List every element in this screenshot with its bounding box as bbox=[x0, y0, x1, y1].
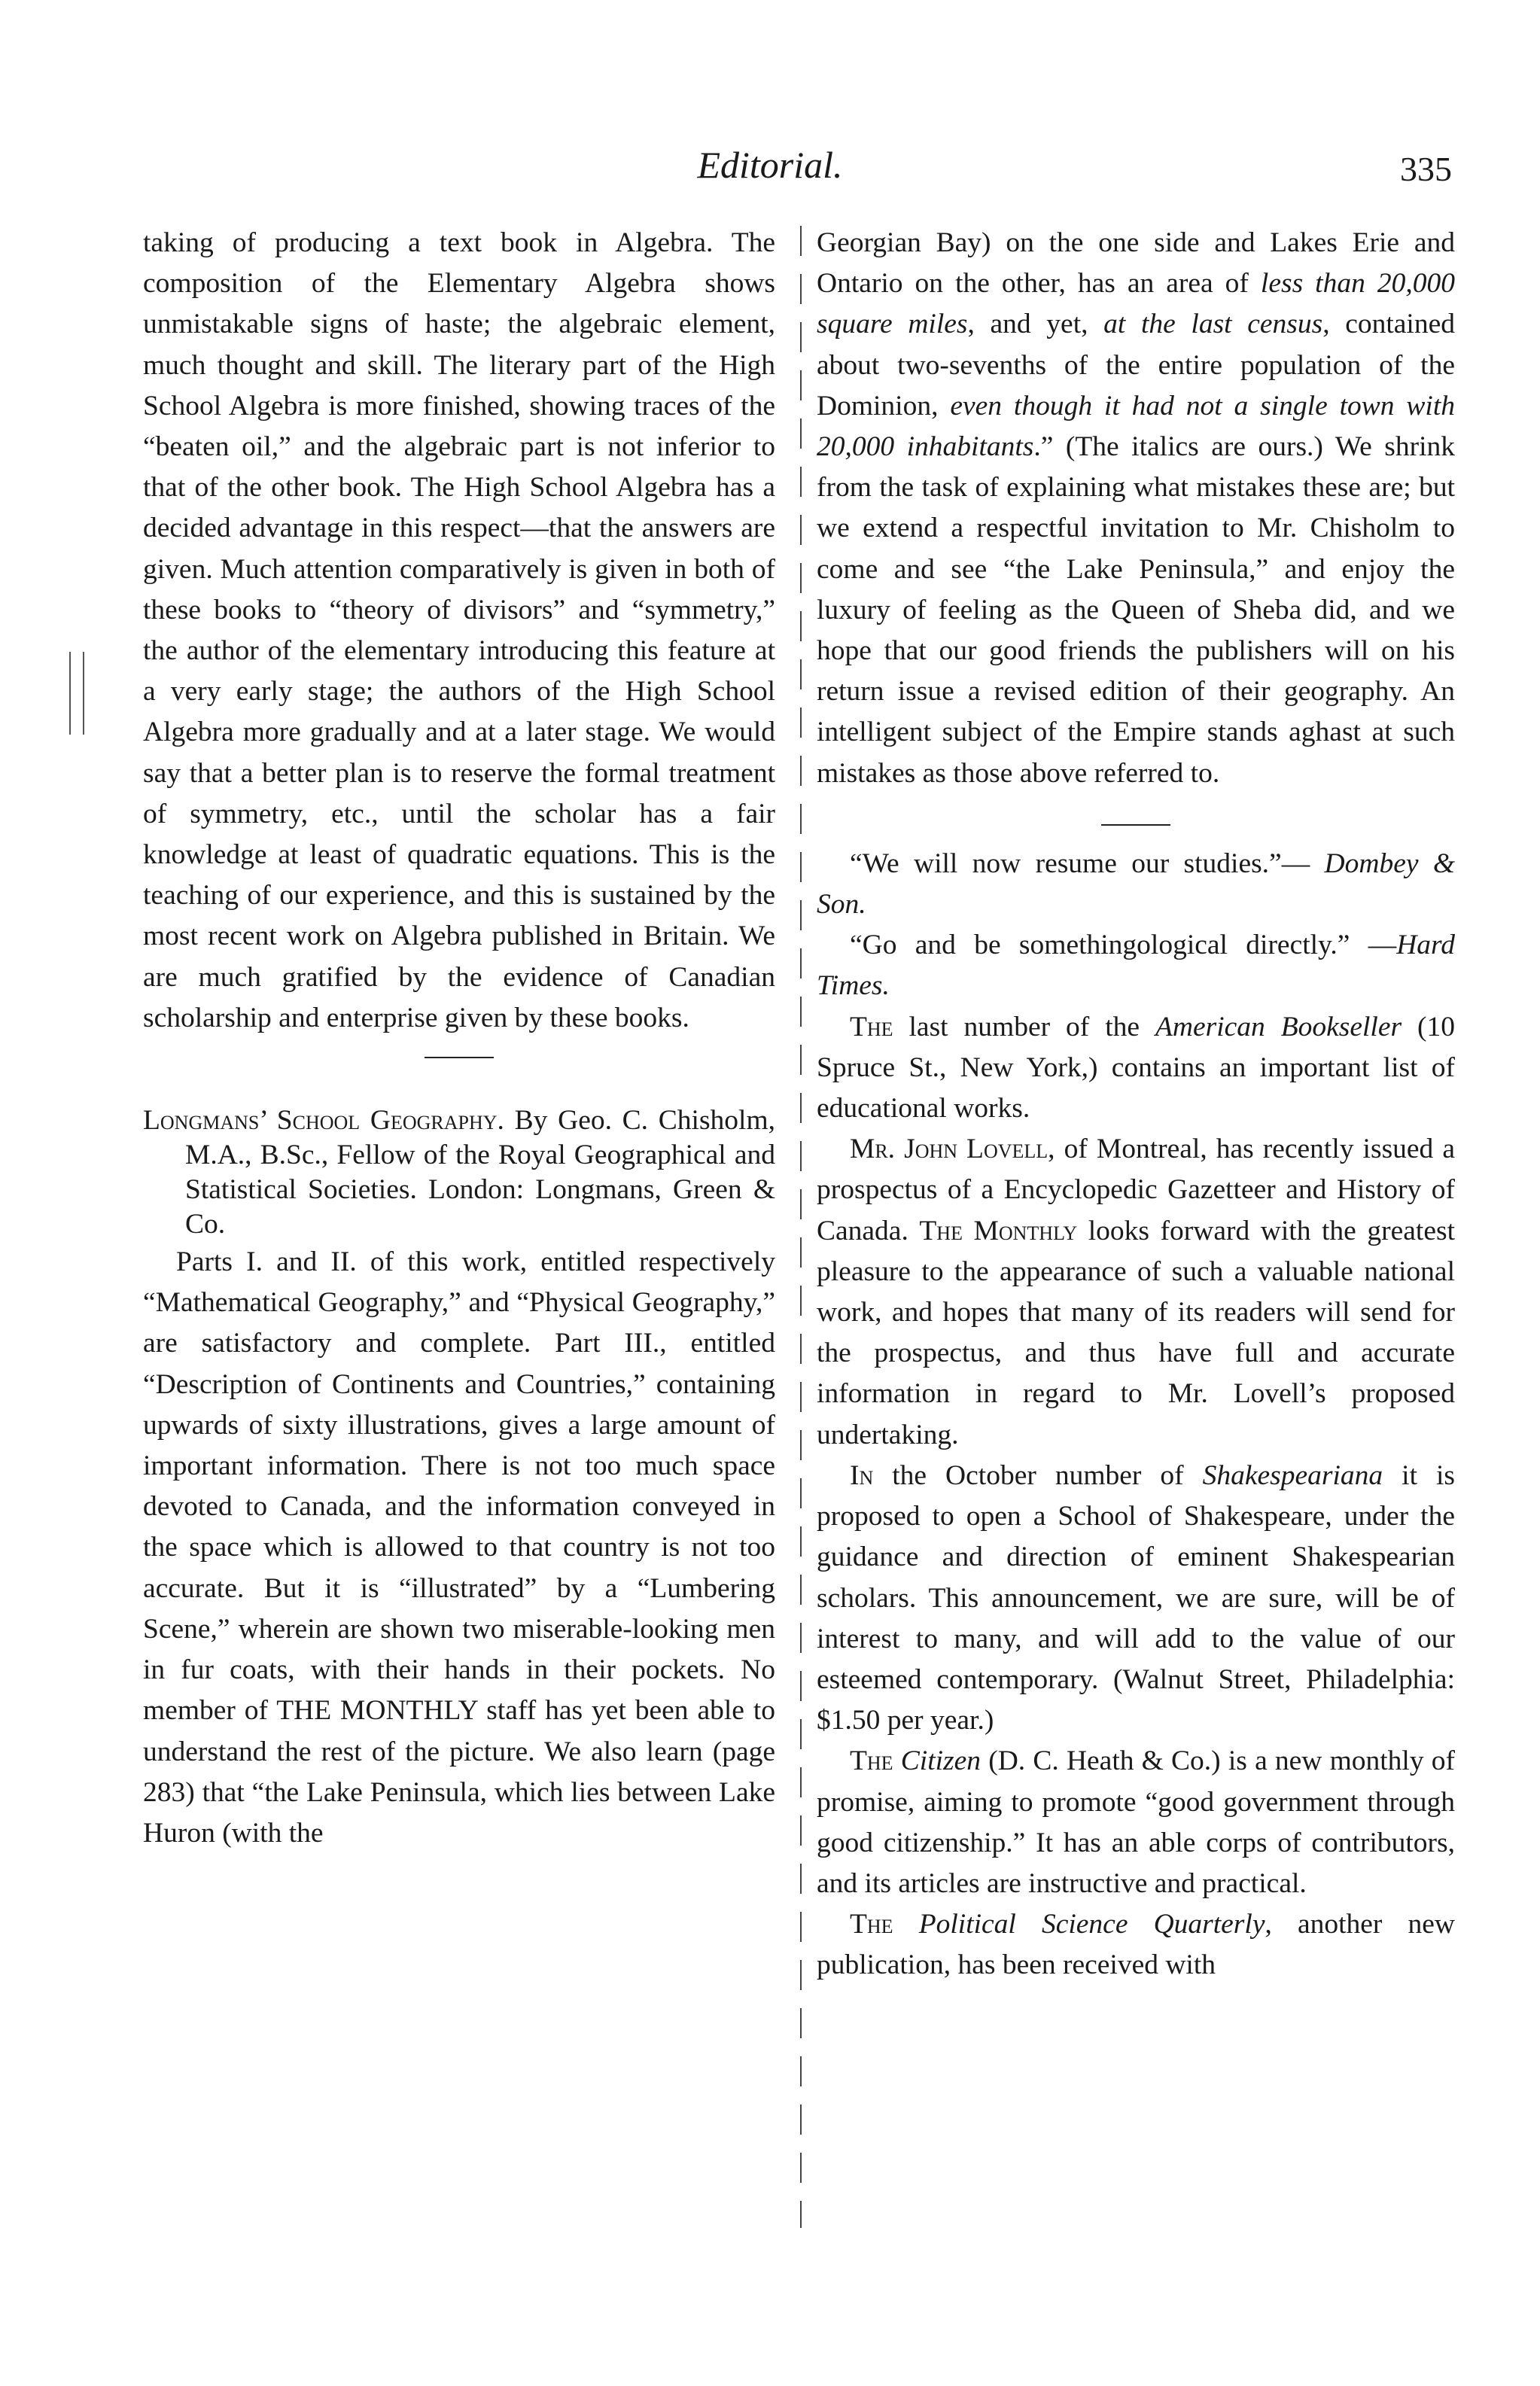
column-divider bbox=[800, 226, 802, 2228]
text-run: last number of the bbox=[893, 1011, 1155, 1042]
paragraph-geography-continued bbox=[817, 223, 1455, 794]
text-run: (10 Spruce St., New York,) contains an important list of educational works. bbox=[817, 1011, 1455, 1125]
page-number: 335 bbox=[1400, 150, 1452, 188]
italic-run: less than 20,000 square miles bbox=[817, 268, 1455, 340]
italic-run: Citizen bbox=[900, 1745, 982, 1777]
italic-run: at the last census bbox=[1103, 309, 1323, 340]
text-run: it is proposed to open a School of Shakespeare, under the guidance and direction of eminent Shakespearian scholars. This announcement, we are sure, will be of interest to many, and will add to the value of our esteemed contemporary. (Walnut Street, Philadelphia: $1.50 per year.) bbox=[817, 1459, 1455, 1736]
paragraph-political-science-quarterly bbox=[817, 1904, 1455, 1986]
text-run: , another new publication, has been received with bbox=[817, 1909, 1456, 1981]
paragraph-algebra-review: taking of producing a text book in Algebra. The composition of the Elementary Algebra shows unmistakable signs of haste; the algebraic element, much thought and skill. The literary part of the High School Algebra is more finished, showing traces of the “beaten oil,” and the algebraic part is not inferior to that of the other book. The High School Algebra has a decided advantage in this respect—that the answers are given. Much attention comparatively is given in both of these books to “theory of divisors” and “symmetry,” the author of the elementary introducing this feature at a very early stage; the authors of the High School Algebra more gradually and at a later stage. We would say that a better plan is to reserve the formal treatment of symmetry, etc., until the scholar has a fair knowledge at least of quadratic equations. This is the teaching of our experience, and this is sustained by the most recent work on Algebra published in Britain. We are much gratified by the evidence of Canadian scholarship and enterprise given by these books. bbox=[143, 227, 775, 1033]
small-caps-run: The Monthly bbox=[919, 1215, 1078, 1246]
text-run: Georgian Bay) on the one side and Lakes Erie and Ontario on the other, has an area of bbox=[817, 227, 1455, 300]
quote-hard-times bbox=[817, 925, 1455, 1006]
running-header-title: Editorial. bbox=[697, 144, 843, 186]
paragraph-citizen bbox=[817, 1741, 1455, 1904]
paragraph-american-bookseller bbox=[817, 1007, 1455, 1130]
right-column bbox=[817, 223, 1455, 1986]
margin-mark bbox=[69, 652, 84, 735]
section-rule bbox=[1101, 824, 1170, 826]
lead-word: The bbox=[850, 1745, 893, 1777]
quote-source: Dombey & Son. bbox=[817, 848, 1455, 921]
italic-run: Shakespeariana bbox=[1202, 1459, 1383, 1491]
section-rule bbox=[425, 1057, 494, 1058]
paragraph-lovell-gazetteer bbox=[817, 1129, 1455, 1456]
quote-text: “Go and be somethingological directly.” — bbox=[850, 930, 1397, 961]
text-run: , of Montreal, has recently issued a prospectus of a Encyclopedic Gazetteer and History of Canada. bbox=[817, 1134, 1455, 1246]
left-column bbox=[143, 223, 775, 1854]
quote-text: “We will now resume our studies.”— bbox=[850, 848, 1310, 879]
text-run: (D. C. Heath & Co.) is a new monthly of promise, aiming to promote “good government through good citizenship.” It has an able corps of contributors, and its articles are instructive and practical. bbox=[817, 1745, 1456, 1899]
paragraph-geography-review: Parts I. and II. of this work, entitled respectively “Mathematical Geography,” and “Physical Geography,” are satisfactory and complete. Part III., entitled “Description of Continents and Countries,” containing upwards of sixty illustrations, gives a large amount of important information. There is not too much space devoted to Canada, and the information conveyed in the space which is allowed to that country is not too accurate. But it is “illustrated” by a “Lumbering Scene,” wherein are shown two miserable-looking men in fur coats, with their hands in their pockets. No member of THE MONTHLY staff has yet been able to understand the rest of the picture. We also learn (page 283) that “the Lake Peninsula, which lies between Lake Huron (with the bbox=[143, 1246, 775, 1849]
paragraph-shakespeariana bbox=[817, 1456, 1455, 1741]
text-run: .” (The italics are ours.) We shrink from the task of explaining what mistakes these are; but we extend a respectful invitation to Mr. Chisholm to come and see “the Lake Peninsula,” and enjoy the luxury of feeling as the Queen of Sheba did, and we hope that our good friends the publishers will on his return issue a revised edition of their geography. An intelligent subject of the Empire stands aghast at such mistakes as those above referred to. bbox=[817, 431, 1455, 789]
book-heading-details: By Geo. C. Chisholm, M.A., B.Sc., Fellow of the Royal Geographical and Statistical Societies. London: Longmans, Green & Co. bbox=[185, 1105, 775, 1240]
lead-word: In bbox=[850, 1459, 874, 1491]
text-run: looks forward with the greatest pleasure to the appearance of such a valuable national work, and hopes that many of its readers will send for the prospectus, and thus have full and accurate information in regard to Mr. Lovell’s proposed undertaking. bbox=[817, 1215, 1455, 1450]
italic-run: American Bookseller bbox=[1155, 1011, 1402, 1042]
text-run: , and yet, bbox=[967, 309, 1104, 340]
lead-word: The bbox=[850, 1011, 893, 1042]
quote-dombey bbox=[817, 844, 1455, 925]
lead-word: Mr. John Lovell bbox=[850, 1134, 1048, 1165]
lead-word: The bbox=[850, 1909, 893, 1940]
italic-run: even though it had not a single town with 20,000 inhabitants bbox=[817, 390, 1456, 463]
book-heading bbox=[143, 1103, 775, 1242]
quote-source: Hard Times. bbox=[817, 930, 1455, 1002]
book-heading-title: Longmans’ School Geography. bbox=[143, 1105, 504, 1137]
italic-run: Political Science Quarterly bbox=[918, 1909, 1265, 1940]
text-run: , contained about two-sevenths of the entire population of the Dominion, bbox=[817, 309, 1455, 422]
text-run: the October number of bbox=[873, 1459, 1203, 1491]
